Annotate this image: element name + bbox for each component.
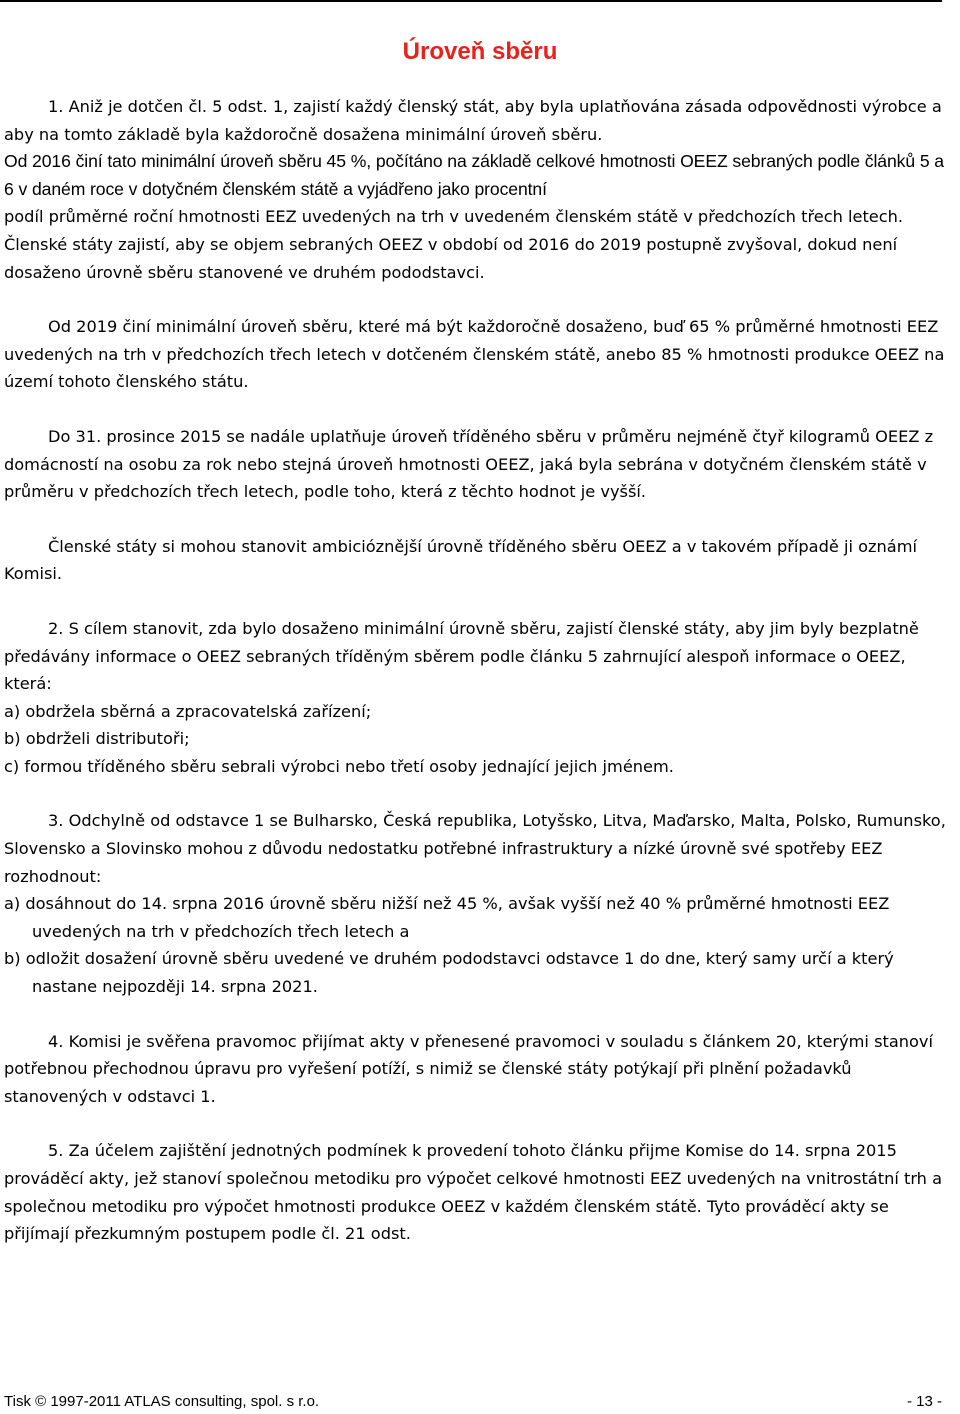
paragraph-2019-level: Od 2019 činí minimální úroveň sběru, které má být každoročně dosaženo, buď 65 % průměrné hmotnosti EEZ uvedených na trh v předchozích třech letech v dotčeném členském státě, anebo 85 % hmotnosti produkce OEEZ na území tohoto členského státu. — [4, 317, 945, 392]
page-footer — [4, 1393, 942, 1413]
derogation-item-b: b) odložit dosažení úrovně sběru uvedené ve druhém pododstavci odstavce 1 do dne, který samy určí a který nastane nejpozději 14. srpna 2021. — [4, 949, 894, 997]
paragraph-4-delegated-acts: 4. Komisi je svěřena pravomoc přijímat akty v přenesené pravomoci v souladu s článkem 20, kterými stanoví potřebnou přechodnou úpravu pro vyřešení potíží, s nimiž se členské státy potýkají při plnění požadavků stanovených v odstavci 1. — [4, 1031, 934, 1106]
paragraph-1-continuation: podíl průměrné roční hmotnosti EEZ uvedených na trh v uvedeném členském státě v předchozích třech letech. Členské státy zajistí, aby se objem sebraných OEEZ v období od 2016 do 2019 postupně zvyšoval, dokud není dosaženo úrovně sběru stanovené ve druhém pododstavci. — [4, 207, 904, 282]
paragraph-1-intro: 1. Aniž je dotčen čl. 5 odst. 1, zajistí každý členský stát, aby byla uplatňována zásada odpovědnosti výrobce a aby na tomto základě byla každoročně dosažena minimální úroveň sběru. — [4, 97, 942, 144]
document-body — [4, 93, 956, 1248]
paragraph-2015-level: Do 31. prosince 2015 se nadále uplatňuje úroveň tříděného sběru v průměru nejméně čtyř kilogramů OEEZ z domácností na osobu za rok nebo stejná úroveň hmotnosti OEEZ, jaká byla sebrána v dotyčném členském státě v průměru v předchozích třech letech, podle toho, která z těchto hodnot je vyšší. — [4, 426, 934, 502]
paragraph-5-implementing-acts: 5. Za účelem zajištění jednotných podmínek k provedení tohoto článku přijme Komise do 14. srpna 2015 prováděcí akty, jež stanoví společnou metodiku pro výpočet celkové hmotnosti EEZ uvedených na vnitrostátní trh a společnou metodiku pro výpočet hmotnosti produkce OEEZ v každém členském státě. Tyto prováděcí akty se přijímají přezkumným postupem podle čl. 21 odst. — [4, 1141, 943, 1244]
paragraph-1-threshold: Od 2016 činí tato minimální úroveň sběru 45 %, počítáno na základě celkové hmotnosti OEEZ sebraných podle článků 5 a 6 v daném roce v dotyčném členském státě a vyjádřeno jako procentní — [4, 151, 944, 199]
paragraph-ambitious-targets: Členské státy si mohou stanovit ambicióznější úrovně tříděného sběru OEEZ a v takovém případě ji oznámí Komisi. — [4, 536, 917, 584]
footer-copyright: Tisk © 1997-2011 ATLAS consulting, spol. s r.o. — [4, 1393, 320, 1410]
paragraph-3-derogation: 3. Odchylně od odstavce 1 se Bulharsko, Česká republika, Lotyšsko, Litva, Maďarsko, Malta, Polsko, Rumunsko, Slovensko a Slovinsko mohou z důvodu nedostatku potřebné infrastruktury a nízké úrovně své spotřeby EEZ rozhodnout: — [4, 811, 946, 886]
paragraph-2-information: 2. S cílem stanovit, zda bylo dosaženo minimální úrovně sběru, zajistí členské státy, aby jim byly bezplatně předávány informace o OEEZ sebraných tříděným sběrem podle článku 5 zahrnující alespoň informace o OEEZ, která: — [4, 618, 919, 694]
list-item-a: a) obdržela sběrná a zpracovatelská zařízení; — [4, 701, 372, 721]
list-item-c: c) formou tříděného sběru sebrali výrobci nebo třetí osoby jednající jejich jménem. — [4, 756, 674, 776]
derogation-item-a: a) dosáhnout do 14. srpna 2016 úrovně sběru nižší než 45 %, avšak vyšší než 40 % průměrné hmotnosti EEZ uvedených na trh v předchozích třech letech a — [4, 894, 890, 941]
list-item-b: b) obdrželi distributoři; — [4, 729, 190, 749]
page-number: - 13 - — [906, 1393, 942, 1410]
page-title: Úroveň sběru — [402, 38, 558, 65]
top-rule — [0, 0, 942, 2]
